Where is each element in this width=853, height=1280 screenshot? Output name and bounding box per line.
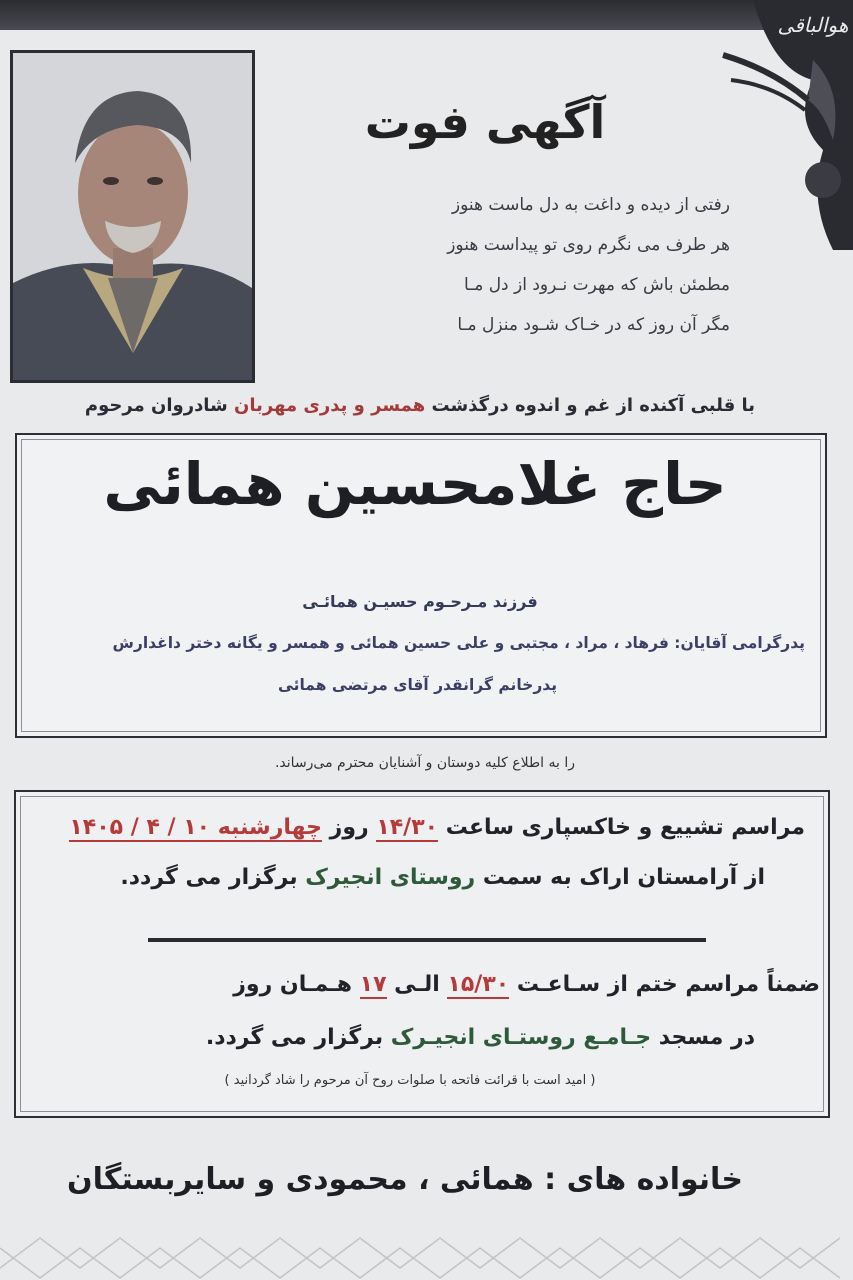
family-signature: خانواده های : همائی ، محمودی و سایربستگان: [67, 1162, 743, 1197]
family-line: پدرخانم گرانقدر آقای مرتضی همائی: [277, 676, 558, 694]
inform-text: را به اطلاع کلیه دوستان و آشنایان محترم می‌رساند.: [274, 755, 575, 771]
text: برگزار می گردد.: [205, 1025, 391, 1050]
text: الـی: [386, 972, 448, 997]
text: هـمـان روز: [233, 972, 360, 997]
text: روز: [322, 815, 377, 840]
logo-text: هوالباقی: [777, 13, 849, 37]
ceremony-date: چهارشنبه ۱۰ / ۴ / ۱۴۰۵: [69, 815, 322, 840]
family-line: پدرگرامی آقایان: فرهاد ، مراد ، مجتبی و علی حسین همائی و همسر و یگانه دختر داغدارش: [112, 634, 805, 652]
poem: [270, 185, 730, 345]
ceremony-place: روستای انجیرک: [305, 865, 476, 890]
memorial-line-2: [30, 1025, 755, 1050]
text: از آرامستان اراک به سمت: [475, 865, 765, 890]
son-of-text: فرزند مـرحـوم حسیـن همائـی: [302, 592, 538, 611]
poem-line: مگر آن روز که در خـاک شـود منزل مـا: [457, 315, 730, 335]
text: برگزار می گردد.: [120, 865, 306, 890]
notice-title: آگهی فوت: [364, 95, 606, 149]
corner-ornament: [713, 0, 853, 250]
poem-line: مطمئن باش که مهرت نـرود از دل مـا: [464, 275, 730, 295]
poem-line: رفتی از دیده و داغت به دل ماست هنوز: [451, 195, 730, 215]
memorial-to-time: ۱۷: [359, 972, 387, 997]
text: در مسجد: [651, 1025, 755, 1050]
intro-text: [15, 395, 825, 416]
poem-line: هر طرف می نگرم روی تو پیداست هنوز: [447, 235, 730, 255]
text: مراسم تشییع و خاکسپاری ساعت: [438, 815, 805, 840]
memorial-from-time: ۱۵/۳۰: [447, 972, 510, 997]
intro-part: با قلبی آکنده از غم و اندوه درگذشت: [425, 395, 756, 416]
memorial-place: جـامـع روستـای انجیـرک: [390, 1025, 652, 1050]
bottom-pattern: [0, 1228, 853, 1280]
intro-highlight: همسر و پدری مهربان: [234, 395, 426, 416]
intro-part: شادروان مرحوم: [84, 395, 235, 416]
prayer-note: ( امید است با قرائت فاتحه با صلوات روح آن مرحوم را شاد گردانید ): [224, 1073, 596, 1088]
ceremony-line-2: [30, 865, 765, 890]
deceased-name: حاج غلامحسین همائی: [103, 450, 727, 518]
text: ضمناً مراسم ختم از سـاعـت: [509, 972, 820, 997]
divider: [148, 938, 706, 942]
portrait-photo: [10, 50, 255, 383]
memorial-line-1: [30, 972, 820, 997]
ceremony-line-1: [30, 815, 805, 840]
ceremony-time: ۱۴/۳۰: [376, 815, 439, 840]
